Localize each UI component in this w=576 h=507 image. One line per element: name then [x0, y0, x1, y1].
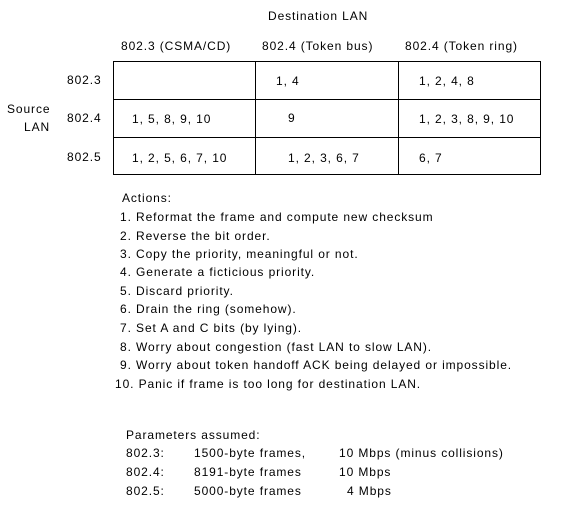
table-cell: 1, 2, 3, 6, 7 [288, 151, 360, 165]
page-title: Destination LAN [268, 9, 369, 23]
table-cell: 9 [288, 111, 296, 125]
conversion-table [113, 61, 541, 175]
action-item: 8. Worry about congestion (fast LAN to slow LAN). [120, 340, 432, 354]
action-item: 9. Worry about token handoff ACK being delayed or impossible. [120, 358, 512, 372]
column-header-8024-ring: 802.4 (Token ring) [405, 39, 518, 53]
action-item: 7. Set A and C bits (by lying). [120, 321, 302, 335]
action-item: 10. Panic if frame is too long for destination LAN. [115, 377, 422, 391]
column-header-8023: 802.3 (CSMA/CD) [121, 39, 232, 53]
row-axis-label-line2: LAN [24, 120, 51, 134]
table-cell: 6, 7 [419, 151, 443, 165]
parameter-frames: 5000-byte frames [194, 484, 302, 498]
action-item: 2. Reverse the bit order. [120, 229, 271, 243]
action-item: 4. Generate a ficticious priority. [120, 265, 316, 279]
parameters-heading: Parameters assumed: [126, 428, 261, 442]
table-cell: 1, 2, 5, 6, 7, 10 [132, 151, 228, 165]
action-item: 5. Discard priority. [120, 284, 234, 298]
table-divider [255, 62, 256, 174]
column-header-8024-bus: 802.4 (Token bus) [262, 39, 374, 53]
table-cell: 1, 2, 3, 8, 9, 10 [419, 112, 515, 126]
parameter-lan: 802.3: [126, 446, 165, 460]
table-divider [114, 137, 540, 138]
parameter-frames: 8191-byte frames [194, 465, 302, 479]
row-label-8025: 802.5 [67, 150, 102, 164]
actions-heading: Actions: [122, 191, 172, 205]
table-cell: 1, 5, 8, 9, 10 [132, 112, 212, 126]
action-item: 6. Drain the ring (somehow). [120, 302, 297, 316]
row-label-8023: 802.3 [67, 73, 102, 87]
parameter-speed: 4 Mbps [347, 484, 392, 498]
parameter-speed: 10 Mbps (minus collisions) [339, 446, 504, 460]
table-cell: 1, 4 [276, 74, 300, 88]
parameter-speed: 10 Mbps [339, 465, 392, 479]
action-item: 1. Reformat the frame and compute new checksum [120, 210, 434, 224]
parameter-lan: 802.5: [126, 484, 165, 498]
table-divider [114, 99, 540, 100]
action-item: 3. Copy the priority, meaningful or not. [120, 247, 359, 261]
parameter-frames: 1500-byte frames, [194, 446, 307, 460]
row-label-8024: 802.4 [67, 111, 102, 125]
table-divider [398, 62, 399, 174]
table-cell: 1, 2, 4, 8 [419, 74, 475, 88]
parameter-lan: 802.4: [126, 465, 165, 479]
row-axis-label-line1: Source [7, 102, 51, 116]
